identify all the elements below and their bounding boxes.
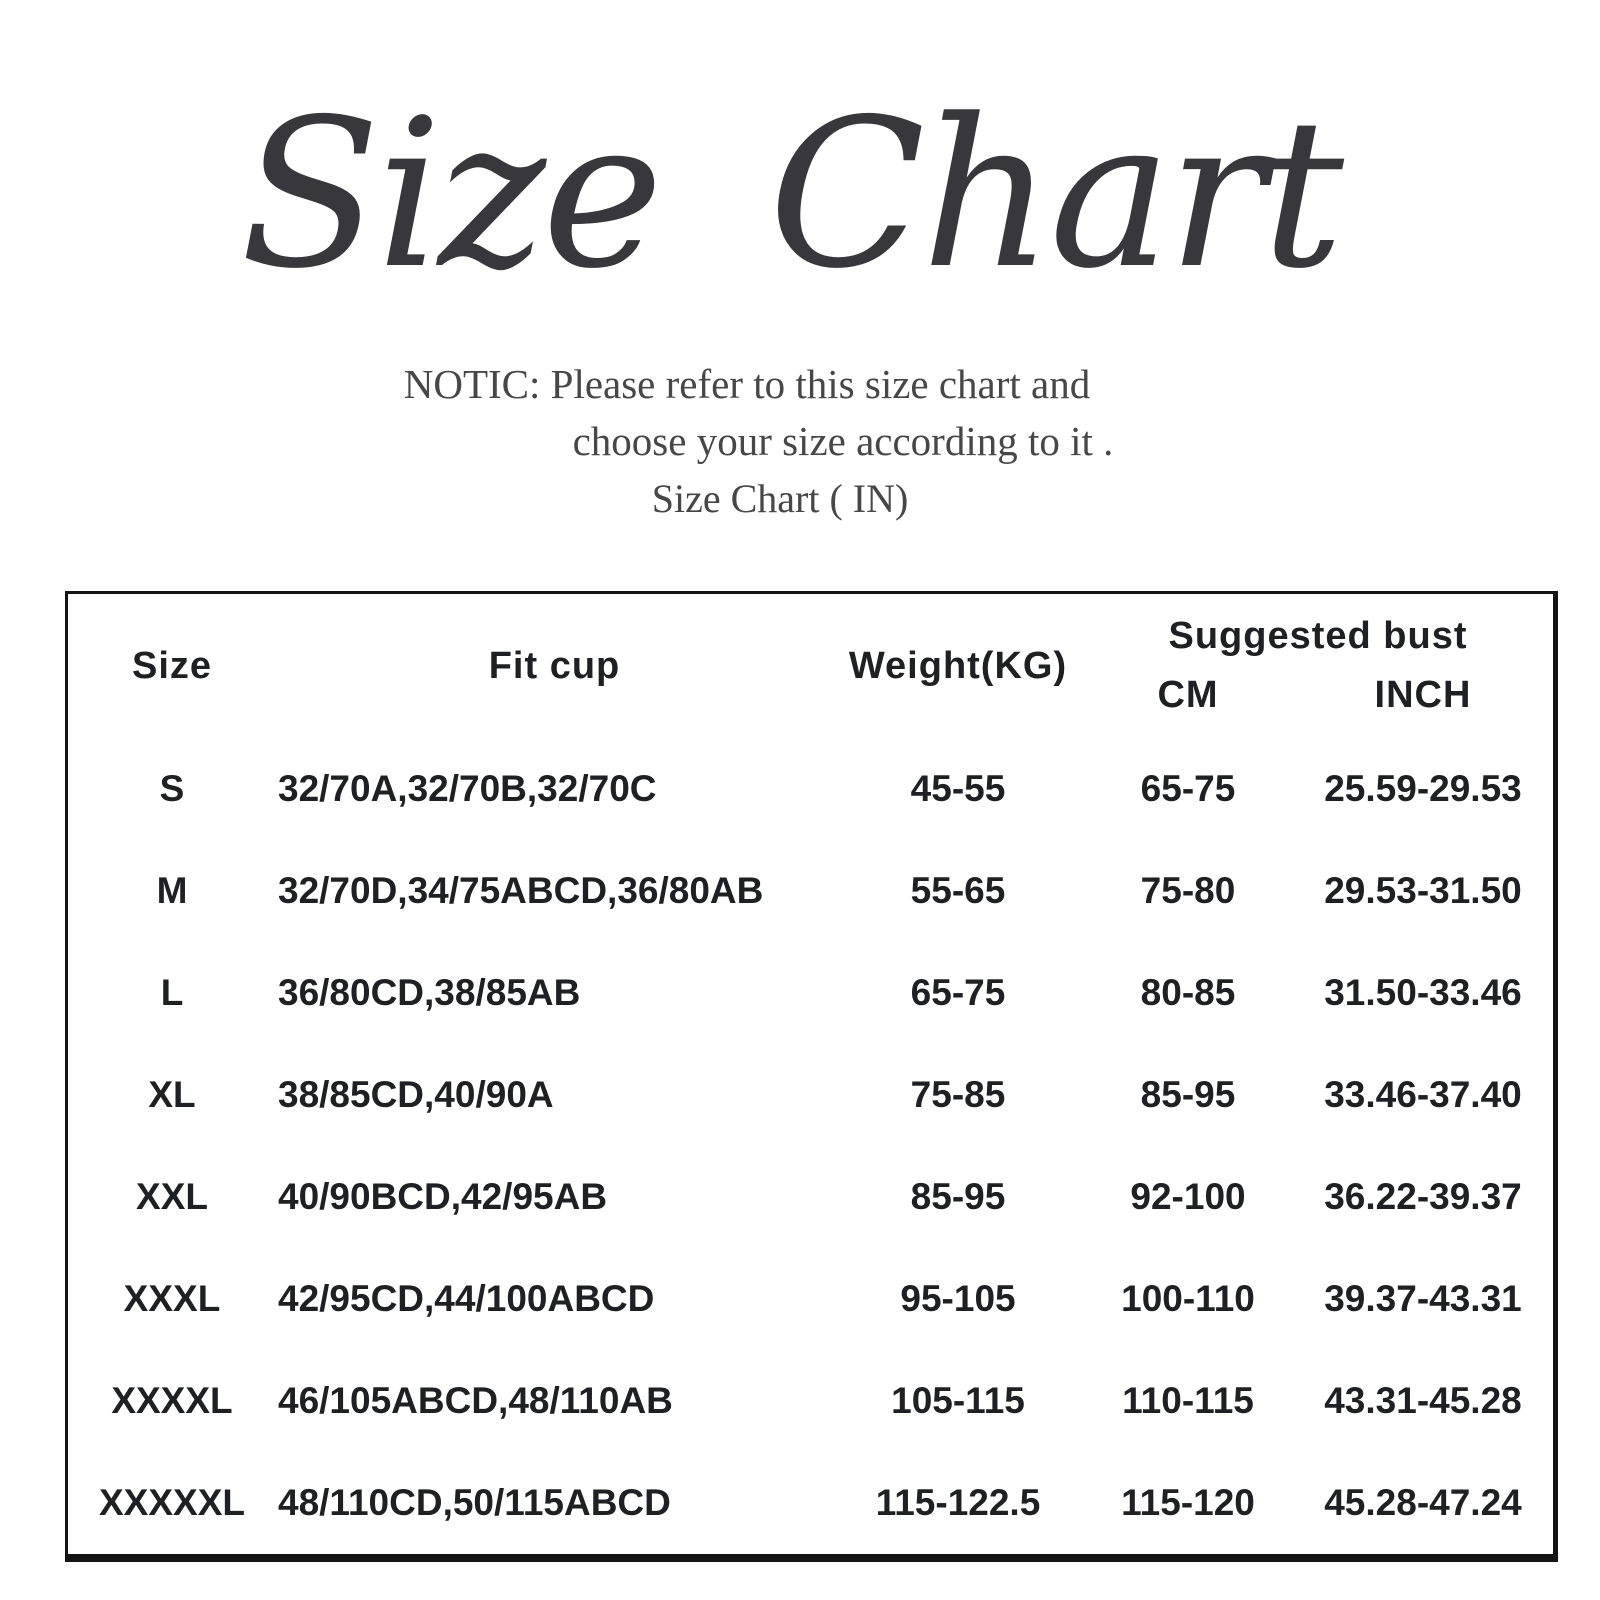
table-cell-cm: 80-85 — [1140, 972, 1236, 1013]
table-cell-cm: 100-110 — [1121, 1278, 1255, 1319]
table-cell-inch: 39.37-43.31 — [1324, 1278, 1522, 1319]
table-cell-size: L — [160, 972, 184, 1013]
column-header-inch: INCH — [1374, 674, 1472, 716]
column-header-suggested-bust: Suggested bust — [1168, 615, 1468, 657]
table-cell-weight: 115-122.5 — [875, 1482, 1041, 1523]
table-cell-fit-cup: 46/105ABCD,48/110AB — [278, 1380, 673, 1421]
table-cell-cm: 85-95 — [1140, 1074, 1236, 1115]
notice-block — [0, 356, 1600, 527]
table-cell-inch: 31.50-33.46 — [1324, 972, 1522, 1013]
table-cell-fit-cup: 42/95CD,44/100ABCD — [278, 1278, 655, 1319]
table-cell-size: M — [156, 870, 188, 911]
table-cell-weight: 65-75 — [910, 972, 1006, 1013]
size-table — [65, 591, 1558, 1562]
table-cell-cm: 75-80 — [1140, 870, 1236, 911]
table-cell-cm: 110-115 — [1122, 1380, 1254, 1421]
table-cell-inch: 33.46-37.40 — [1324, 1074, 1522, 1115]
notice-line-1: NOTIC: Please refer to this size chart and — [403, 361, 1091, 407]
table-cell-fit-cup: 36/80CD,38/85AB — [278, 972, 581, 1013]
table-cell-size: XXXXL — [111, 1380, 233, 1421]
table-cell-inch: 36.22-39.37 — [1324, 1176, 1522, 1217]
table-cell-fit-cup: 38/85CD,40/90A — [278, 1074, 554, 1115]
column-header-cm: CM — [1157, 674, 1219, 716]
table-cell-size: XXXXXL — [99, 1482, 245, 1523]
table-cell-fit-cup: 32/70D,34/75ABCD,36/80AB — [278, 870, 764, 911]
table-cell-inch: 43.31-45.28 — [1324, 1380, 1522, 1421]
table-cell-weight: 95-105 — [900, 1278, 1016, 1319]
table-cell-size: XXXL — [123, 1278, 221, 1319]
table-cell-fit-cup: 40/90BCD,42/95AB — [278, 1176, 608, 1217]
table-cell-weight: 55-65 — [910, 870, 1006, 911]
table-cell-cm: 115-120 — [1121, 1482, 1255, 1523]
table-cell-inch: 25.59-29.53 — [1324, 768, 1522, 809]
table-cell-fit-cup: 48/110CD,50/115ABCD — [278, 1482, 671, 1523]
table-cell-weight: 85-95 — [910, 1176, 1006, 1217]
table-cell-weight: 105-115 — [891, 1380, 1025, 1421]
notice-line-2: choose your size according to it . — [572, 418, 1114, 464]
table-cell-size: XXL — [136, 1176, 208, 1217]
table-cell-size: S — [159, 768, 185, 809]
table-cell-cm: 65-75 — [1140, 768, 1236, 809]
column-header-fit-cup: Fit cup — [488, 644, 621, 687]
table-cell-size: XL — [148, 1074, 196, 1115]
table-cell-fit-cup: 32/70A,32/70B,32/70C — [278, 768, 657, 809]
table-cell-inch: 29.53-31.50 — [1324, 870, 1522, 911]
column-header-size: Size — [131, 644, 213, 687]
table-subtitle: Size Chart ( IN) — [651, 476, 909, 521]
table-cell-inch: 45.28-47.24 — [1324, 1482, 1522, 1523]
page-title: Size Chart — [240, 76, 1340, 314]
table-cell-weight: 75-85 — [910, 1074, 1006, 1115]
table-cell-cm: 92-100 — [1130, 1176, 1246, 1217]
table-cell-weight: 45-55 — [910, 768, 1006, 809]
column-header-weight: Weight(KG) — [848, 644, 1068, 687]
